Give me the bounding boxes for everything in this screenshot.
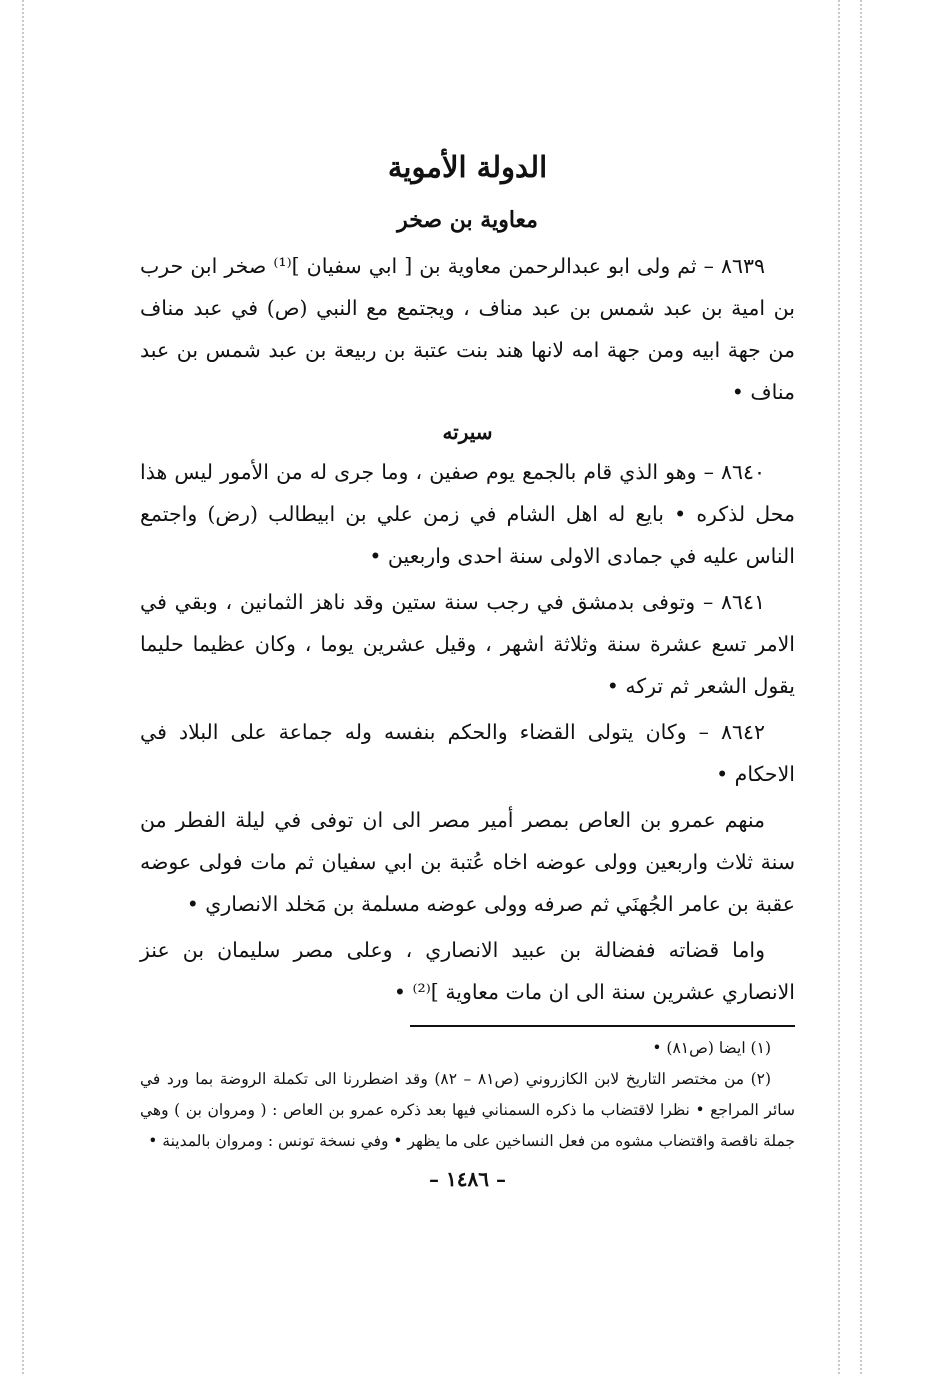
footnote-separator xyxy=(410,1025,795,1027)
paragraph-8639: ٨٦٣٩ – ثم ولى ابو عبدالرحمن معاوية بن [ ابي سفيان ]⁽¹⁾ صخر ابن حرب بن امية بن عبد شمس بن عبد مناف ، ويجتمع مع النبي (ص) في عبد مناف من جهة ابيه ومن جهة امه لانها هند بنت عتبة بن ربيعة بن عبد شمس بن عبد مناف • xyxy=(140,254,795,405)
paragraph-8640: ٨٦٤٠ – وهو الذي قام بالجمع يوم صفين ، وما جرى له من الأمور ليس هذا محل لذكره • بايع له اهل الشام في زمن علي بن ابيطالب (رض) واجتمع الناس عليه في جمادى الاولى سنة احدى واربعين • xyxy=(140,460,795,569)
footnote-2: (٢) من مختصر التاريخ لابن الكازروني (ص٨١ – ٨٢) وقد اضطررنا الى تكملة الروضة بما ورد في سائر المراجع • نظرا لاقتضاب ما ذكره السمناني فيها بعد ذكره عمرو بن العاص : ( ومروان بن ) وهي جملة ناقصة واقتضاب مشوه من فعل النساخين على ما يظهر • وفي نسخة تونس : ومروان بالمدينة • xyxy=(140,1070,795,1151)
section-heading-sira: سيرته xyxy=(442,420,493,445)
paragraph-qudat: واما قضاته ففضالة بن عبيد الانصاري ، وعلى مصر سليمان بن عنز الانصاري عشرين سنة الى ان مات معاوية ]⁽²⁾ • xyxy=(140,938,795,1005)
section-title: معاوية بن صخر xyxy=(397,206,538,233)
scan-margin-line-left xyxy=(22,0,24,1374)
paragraph-amr: منهم عمرو بن العاص بمصر أمير مصر الى ان توفى في ليلة الفطر من سنة ثلاث واربعين وولى عوضه اخاه عُتبة بن ابي سفيان ثم مات فولى عوضه عقبة بن عامر الجُهنَي ثم صرفه وولى عوضه مسلمة بن مَخلد الانصاري • xyxy=(140,808,795,917)
scan-margin-line-right-outer xyxy=(860,0,862,1374)
chapter-title: الدولة الأموية xyxy=(387,150,548,184)
page-body xyxy=(140,150,795,1191)
scan-margin-line-right xyxy=(838,0,840,1374)
paragraph-8642: ٨٦٤٢ – وكان يتولى القضاء والحكم بنفسه وله جماعة على البلاد في الاحكام • xyxy=(140,720,795,787)
paragraph-8641: ٨٦٤١ – وتوفى بدمشق في رجب سنة ستين وقد ناهز الثمانين ، وبقي في الامر تسع عشرة سنة وثلاثة اشهر ، وقيل عشرين يوما ، وكان عظيما حليما يقول الشعر ثم تركه • xyxy=(140,590,795,699)
footnote-1: (١) ايضا (ص٨١) • xyxy=(652,1039,771,1058)
page-number: – ١٤٨٦ – xyxy=(429,1167,506,1192)
